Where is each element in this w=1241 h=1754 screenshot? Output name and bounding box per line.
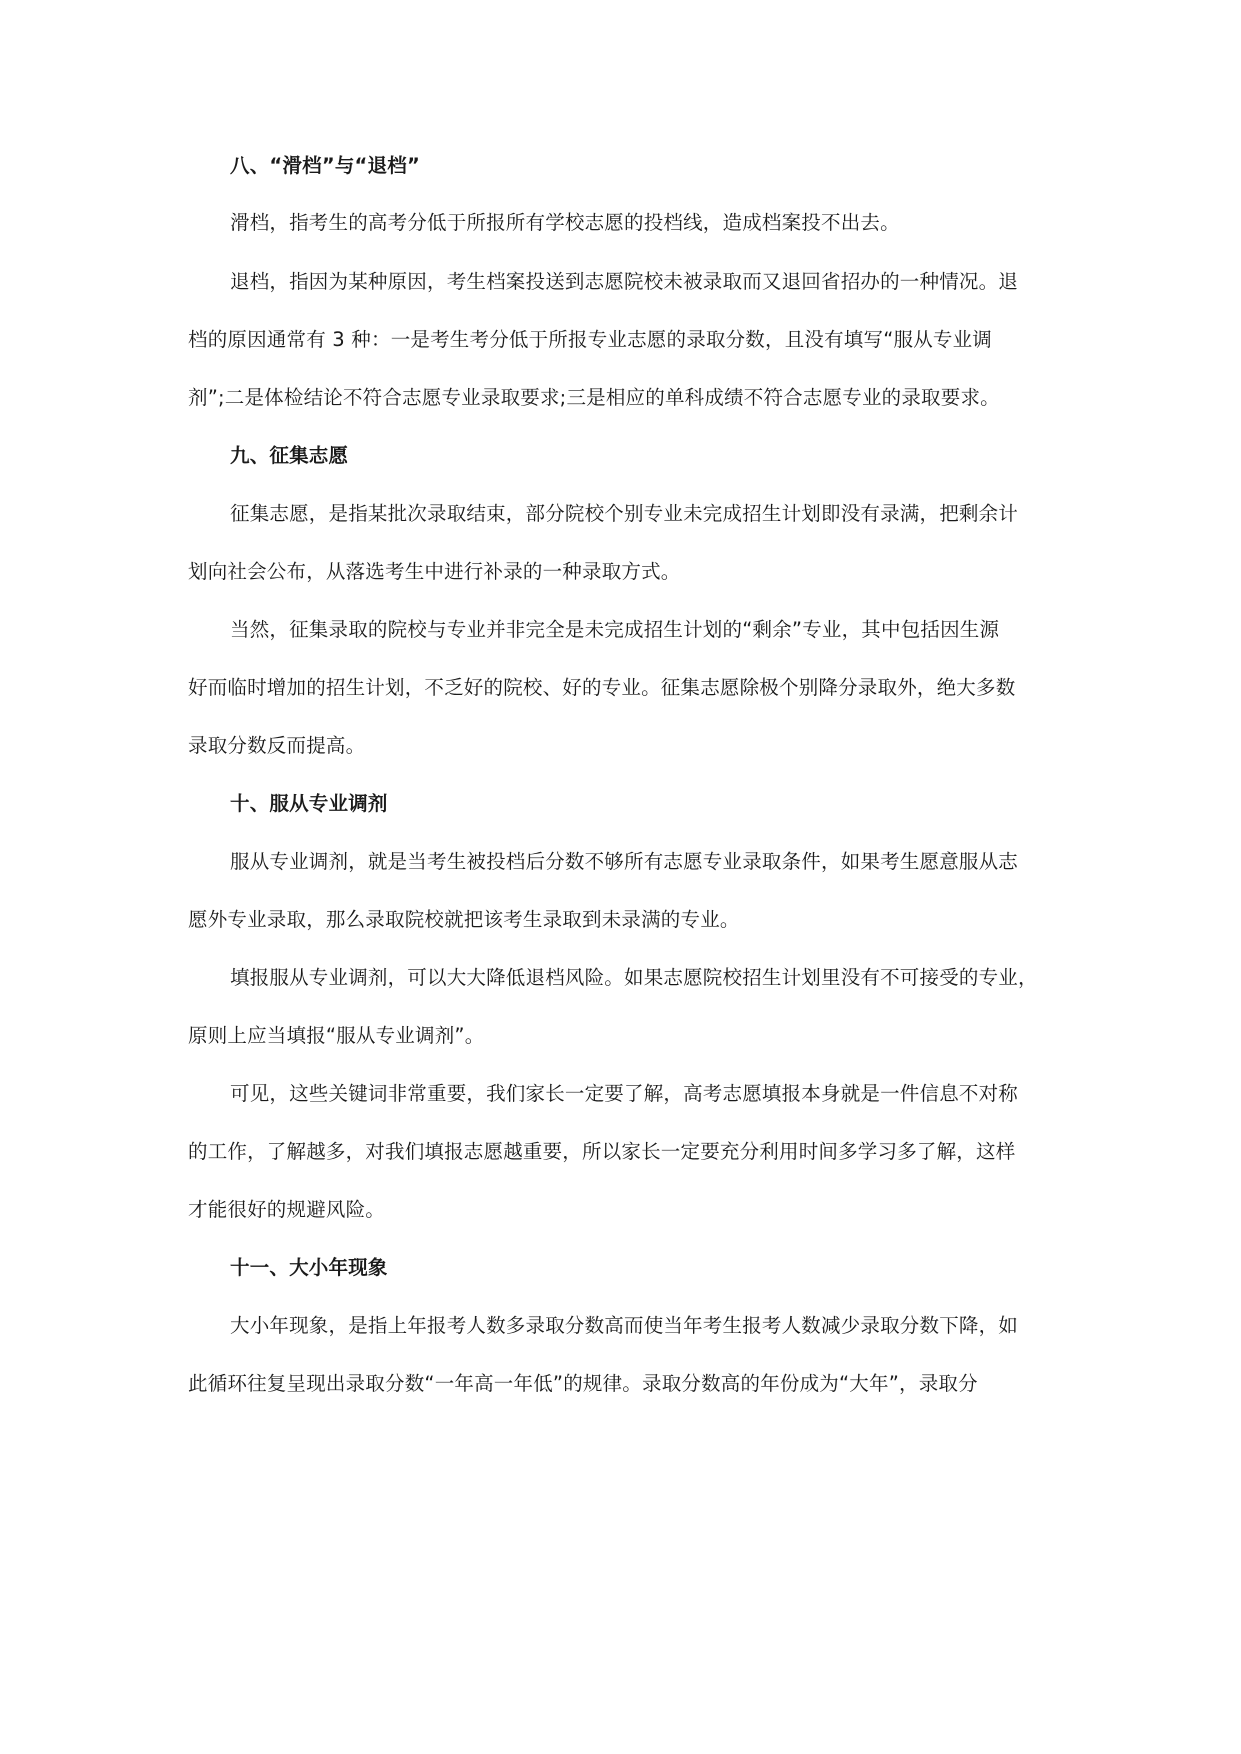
paragraph-line: 退档，指因为某种原因，考生档案投送到志愿院校未被录取而又退回省招办的一种情况。退 <box>230 270 1019 293</box>
paragraph-line: 滑档，指考生的高考分低于所报所有学校志愿的投档线，造成档案投不出去。 <box>230 211 900 234</box>
paragraph-line: 可见，这些关键词非常重要，我们家长一定要了解，高考志愿填报本身就是一件信息不对称 <box>230 1082 1019 1105</box>
paragraph-line: 剂”;二是体检结论不符合志愿专业录取要求;三是相应的单科成绩不符合志愿专业的录取要求。 <box>188 386 1000 409</box>
section-heading: 九、征集志愿 <box>230 444 349 467</box>
section-heading: 十一、大小年现象 <box>230 1256 388 1279</box>
paragraph-line: 划向社会公布，从落选考生中进行补录的一种录取方式。 <box>188 560 681 583</box>
paragraph-line: 服从专业调剂，就是当考生被投档后分数不够所有志愿专业录取条件，如果考生愿意服从志 <box>230 850 1019 873</box>
paragraph-line: 填报服从专业调剂，可以大大降低退档风险。如果志愿院校招生计划里没有不可接受的专业， <box>230 966 1038 989</box>
paragraph-line: 好而临时增加的招生计划，不乏好的院校、好的专业。征集志愿除极个别降分录取外，绝大多数 <box>188 676 1016 699</box>
paragraph-line: 原则上应当填报“服从专业调剂”。 <box>188 1024 485 1047</box>
paragraph-line: 录取分数反而提高。 <box>188 734 366 757</box>
paragraph-line: 的工作，了解越多，对我们填报志愿越重要，所以家长一定要充分利用时间多学习多了解，这样 <box>188 1140 1016 1163</box>
paragraph-line: 大小年现象，是指上年报考人数多录取分数高而使当年考生报考人数减少录取分数下降，如 <box>230 1314 1019 1337</box>
paragraph-line: 档的原因通常有 3 种：一是考生考分低于所报专业志愿的录取分数，且没有填写“服从专业调 <box>188 328 993 351</box>
paragraph-line: 愿外专业录取，那么录取院校就把该考生录取到未录满的专业。 <box>188 908 740 931</box>
paragraph-line: 才能很好的规避风险。 <box>188 1198 386 1221</box>
section-heading: 十、服从专业调剂 <box>230 792 388 815</box>
paragraph-line: 当然，征集录取的院校与专业并非完全是未完成招生计划的“剩余”专业，其中包括因生源 <box>230 618 1000 641</box>
paragraph-line: 征集志愿，是指某批次录取结束，部分院校个别专业未完成招生计划即没有录满，把剩余计 <box>230 502 1019 525</box>
section-heading: 八、“滑档”与“退档” <box>230 154 420 177</box>
paragraph-line: 此循环往复呈现出录取分数“一年高一年低”的规律。录取分数高的年份成为“大年”，录取分 <box>188 1372 978 1395</box>
